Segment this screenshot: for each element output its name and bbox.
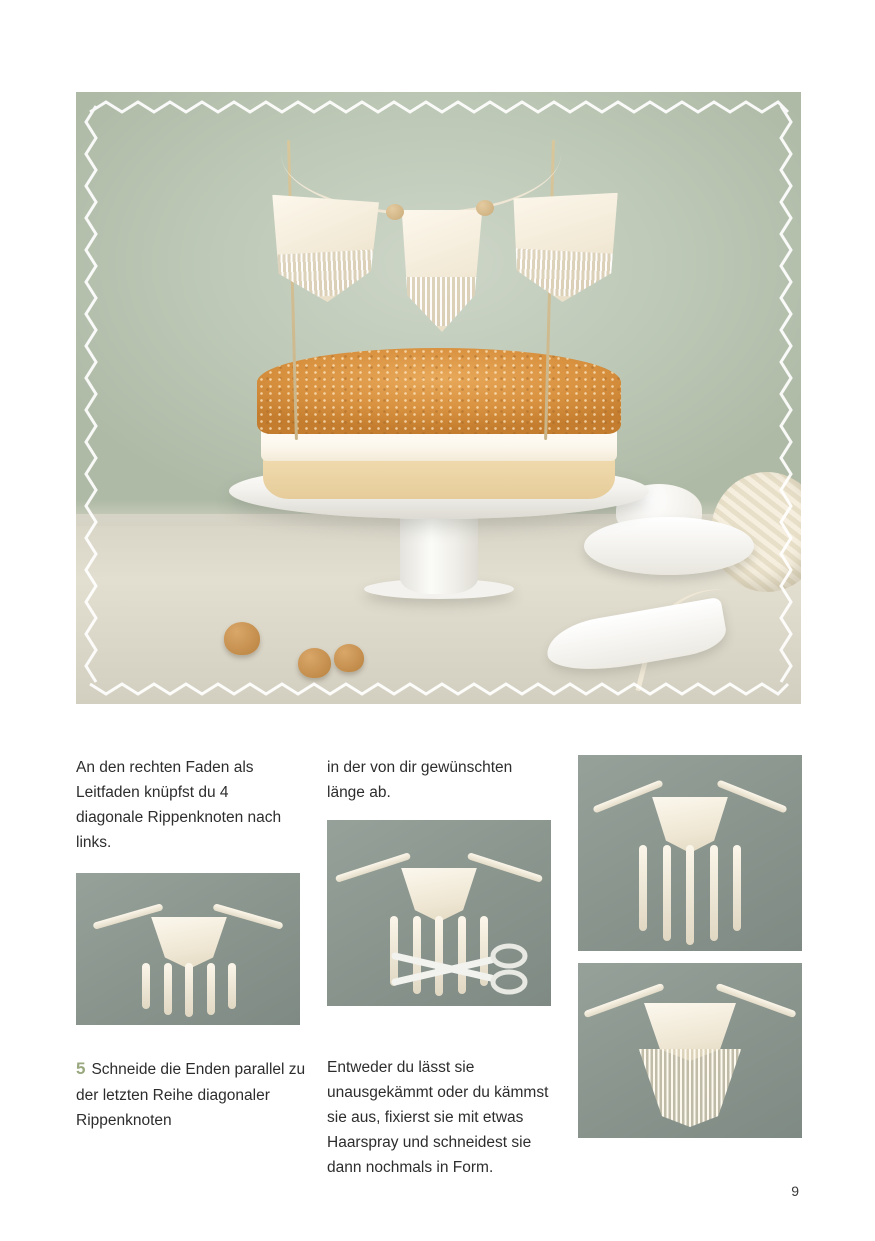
hazelnut <box>298 648 331 678</box>
wooden-bead <box>386 204 404 220</box>
step-paragraph-left-text: Schneide die Enden parallel zu der letzten Reihe diagonaler Rippenknoten <box>76 1061 306 1129</box>
text-column-left <box>76 755 300 855</box>
step-number: 5 <box>76 1059 86 1078</box>
step-photo-d <box>578 963 802 1138</box>
hero-photo <box>76 92 801 704</box>
text-column-middle-bottom <box>327 1055 559 1181</box>
text-column-middle-top <box>327 755 551 805</box>
cake-top-layer <box>257 348 621 434</box>
text-column-left-step <box>76 1055 308 1133</box>
hazelnut <box>334 644 364 672</box>
macrame-sample <box>585 771 795 947</box>
macrame-sample <box>88 881 288 1021</box>
hazelnut <box>224 622 260 655</box>
macrame-sample-finished <box>582 977 798 1135</box>
scissors-icon <box>387 942 537 996</box>
step-paragraph-left <box>76 1055 308 1133</box>
step-photo-a <box>76 873 300 1025</box>
instruction-paragraph-left: An den rechten Faden als Leitfaden knüpfst du 4 diagonale Rippenknoten nach links. <box>76 759 282 852</box>
serving-bowl <box>584 517 754 575</box>
page-number: 9 <box>791 1183 799 1199</box>
step-photo-b <box>327 820 551 1006</box>
wooden-bead <box>476 200 494 216</box>
instruction-paragraph-middle-top: in der von dir gewünschten länge ab. <box>327 759 513 802</box>
instruction-paragraph-middle-bottom: Entweder du lässt sie unausgekämmt oder du kämmst sie aus, fixierst sie mit etwas Haarspray und schneidest sie dann nochmals in Form. <box>327 1059 549 1177</box>
step-photo-c <box>578 755 802 951</box>
